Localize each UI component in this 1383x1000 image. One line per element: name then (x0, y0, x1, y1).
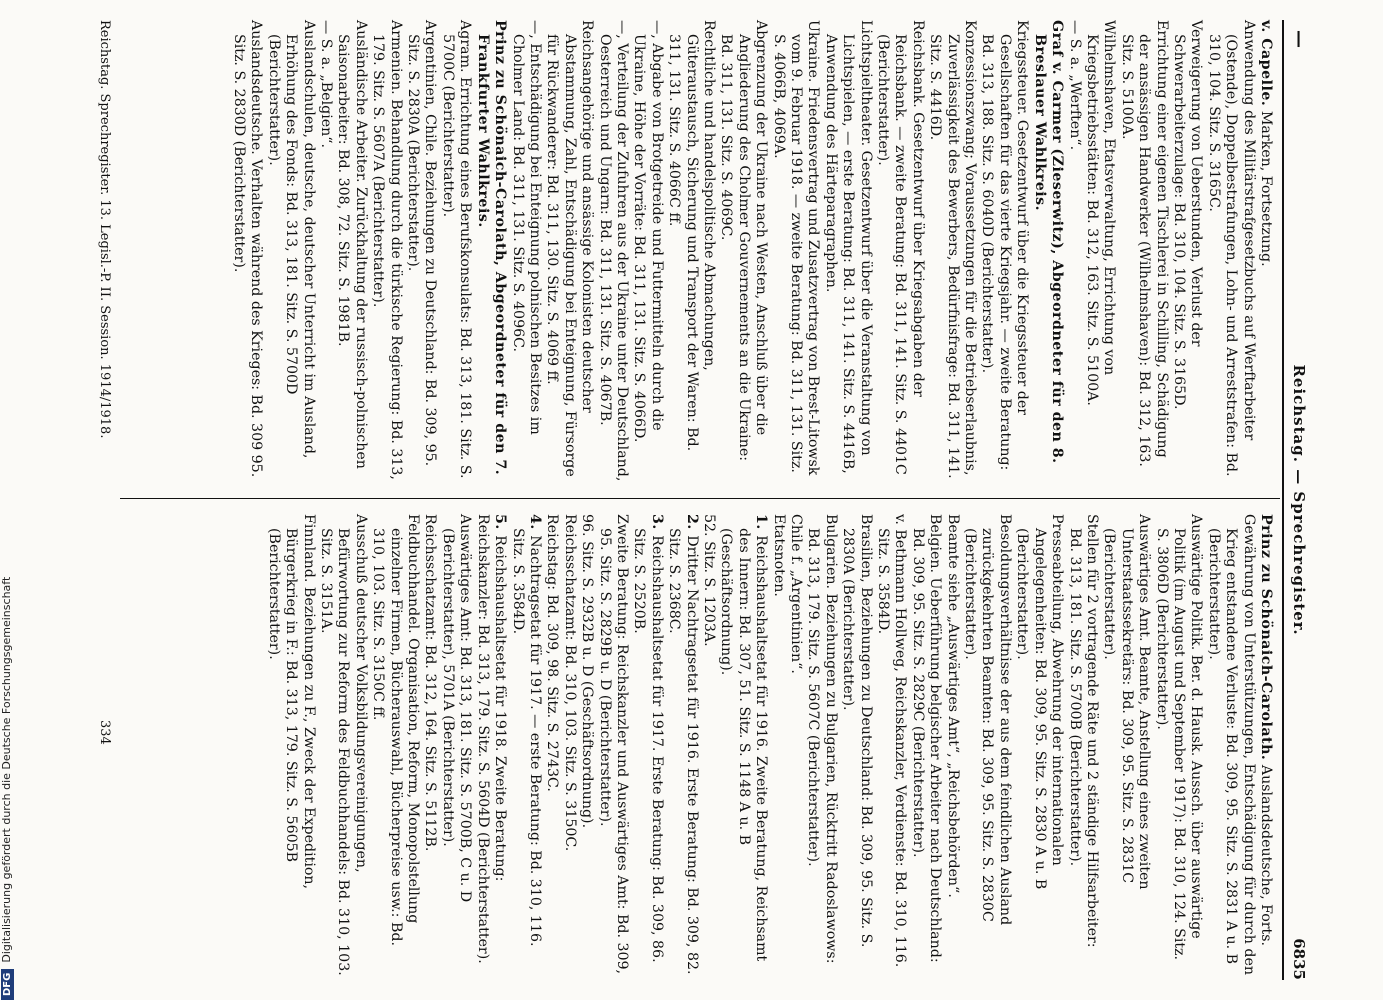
register-entry (700, 514, 717, 976)
register-entry (491, 514, 508, 976)
register-entry (630, 20, 665, 482)
register-entry (1204, 20, 1256, 482)
entry-number: 1. (753, 514, 770, 536)
entry-text: —, Entschädigung bei Enteignung polnischen Besitzes im Cholmer Land: Bd. 311, 131. Sitz. S. 4096C. (509, 20, 543, 435)
register-entry (334, 20, 369, 482)
entry-text: Reichsschatzamt: Bd. 310, 103. Sitz. S. 3150C. (561, 514, 578, 852)
entry-text: Errichtung einer eigenen Tischlerei in Schilling, Schädigung der ansässigen Handwerker (Wilhelmshaven): Bd. 312, 163. Sitz. S. 5100A. (1118, 20, 1170, 467)
entry-text: Stellen für 2 vortragende Räte und 2 ständige Hilfsarbeiter: Bd. 313, 181. Sitz. S. 5700B (Berichterstatter). (1066, 514, 1100, 948)
entry-text: Reichshaushaltsetat für 1916. Zweite Beratung, Reichsamt des Innern: Bd. 307, 51. Sitz. S. 1148 A u. B (Geschäftsordnung). (718, 528, 770, 962)
entry-text: Konzessionszwang; Voraussetzungen für die Betriebserlaubnis, Zuverlässigkeit des Bewerbers, Bedürfnisfrage: Bd. 311, 141. Sitz. S. 4416D. (927, 20, 979, 479)
register-entry (769, 514, 786, 976)
register-entry (926, 20, 978, 482)
register-entry (473, 514, 490, 976)
entry-text: — S. a. „Werften“. (1066, 20, 1083, 151)
entry-number: 3. (648, 514, 665, 536)
entry-text: Besoldungsverhältnisse der aus dem feindlichen Ausland zurückgekehrten Beamten: Bd. 309, 95. Sitz. S. 2830C (Berichterstatter). (962, 514, 1013, 926)
register-entry (439, 20, 474, 482)
entry-text: Ausschuß deutscher Volksbildungsvereinigungen, Befürwortung zur Reform des Feldbuchhandels: Bd. 310, 103. Sitz. S. 3151A. (318, 514, 369, 976)
register-entry (317, 20, 334, 482)
register-entry (874, 20, 926, 482)
footer-citation: Reichstag. Sprechregister. 13. Legisl.-P. II. Session. 1914/1918. (97, 20, 112, 439)
entry-text: Chile f. „Argentinien“. (788, 514, 805, 674)
register-entry (665, 514, 700, 976)
entry-text: Feldbuchhandel. Organisation, Reform, Monopolstellung einzelner Firmen, Bücherauswahl, Bücherpreise usw.: Bd. 310, 103. Sitz. S. 3150C ff. (370, 514, 422, 946)
register-entry (1030, 20, 1065, 482)
register-entry (595, 514, 630, 976)
entry-text: Lichtspieltheater. Gesetzentwurf über die Veranstaltung von Lichtspielen, — erste Beratung: Bd. 311, 141. Sitz. S. 4416B, Anwendung des Härteparagraphen. (822, 20, 874, 474)
register-entry (1152, 514, 1204, 976)
entry-text: Etatsnoten. (770, 514, 787, 597)
header-mark: — (1289, 30, 1310, 48)
register-entry (543, 20, 595, 482)
footer-page-number: 334 (97, 720, 112, 745)
register-entry (560, 514, 577, 976)
entry-text: 96. Sitz. S. 2932B u. D (Geschäftsordnung). (579, 514, 596, 829)
entry-text: Marken, Fortsetzung. (1258, 110, 1274, 267)
register-entry (264, 20, 316, 482)
register-entry (595, 20, 630, 482)
register-entry (1257, 20, 1274, 482)
entry-heading: Prinz zu Schönaich-Carolath, Abgeordneter für den 7. Frankfurter Wahlkreis. (474, 20, 509, 476)
entry-text: Auswärtiges Amt. Beamte, Anstellung eines zweiten Unterstaatssekretärs: Bd. 309, 95. Sitz. S. 2831C (Berichterstatter). (1101, 514, 1153, 890)
register-entry (908, 514, 943, 976)
left-column (230, 20, 1274, 482)
register-entry (1100, 514, 1152, 976)
entry-number: 2. (683, 514, 700, 536)
entry-text: Reichstag: Bd. 309, 98. Sitz. S. 2743C. (544, 514, 561, 792)
entry-text: Argentinien, Chile. Beziehungen zu Deutschland: Bd. 309, 95. Sitz. S. 2830A (Berichterstatter). (405, 20, 439, 467)
register-entry (1204, 514, 1256, 976)
entry-text: Zweite Beratung: Reichskanzler und Auswärtiges Amt: Bd. 309, 95. Sitz. S. 2829B u. D (Berichterstatter). (596, 514, 630, 975)
entry-text: Nachtragsetat für 1917. — erste Beratung: Bd. 310, 116. Sitz. S. 3584D. (509, 528, 543, 947)
register-entry (369, 514, 421, 976)
entry-text: Wilhelmshaven, Etatsverwaltung, Errichtung von Kriegsbetriebsstätten: Bd. 312, 163. Sitz. S. 5100A. (1083, 20, 1118, 406)
entry-text: Brasilien, Beziehungen zu Deutschland: Bd. 309, 95. Sitz. S. 2830A (Berichterstatter). (840, 514, 874, 948)
register-entry (874, 514, 909, 976)
register-entry (230, 20, 265, 482)
register-entry (404, 20, 439, 482)
register-entry (717, 514, 769, 976)
entry-text: Rechtliche und handelspolitische Abmachungen, Güteraustausch, Sicherung und Transport der Waren: Bd. 311, 131. Sitz. S. 4066C ff. (666, 20, 717, 452)
entry-text: Agram. Errichtung eines Berufskonsulats: Bd. 313, 181. Sitz. S. 5700C (Berichterstatter). (439, 20, 474, 479)
right-column (264, 514, 1274, 976)
entry-text: Dritter Nachtragsetat für 1916. Erste Beratung: Bd. 309, 82. Sitz. S. 2368C. (666, 528, 700, 975)
entry-text: Reichshaushaltsetat für 1918. Zweite Beratung: (492, 535, 509, 882)
register-entry (508, 514, 543, 976)
register-entry (1013, 514, 1065, 976)
register-entry (543, 514, 560, 976)
register-entry (839, 514, 874, 976)
dfg-logo: DFG (1, 969, 14, 1000)
entry-text: Reichshaushaltsetat für 1917. Erste Beratung: Bd. 309, 86. Sitz. S. 2520B. (631, 528, 665, 963)
entry-text: —, Verteilung der Zufuhren aus der Ukraine unter Deutschland, Oesterreich und Ungarn: Bd. 311, 131. Sitz. S. 4067B. (596, 20, 630, 482)
rotated-page-content (60, 20, 1310, 980)
credit-text: Digitalisierung gefördert durch die Deutsche Forschungsgemeinschaft (0, 576, 13, 963)
register-entry (821, 20, 873, 482)
register-entry (508, 20, 543, 482)
register-entry (961, 514, 1013, 976)
entry-text: Reichsbank. Gesetzentwurf über Kriegsabgaben der Reichsbank. — zweite Beratung: Bd. 311, 141. Sitz. S. 4401C (Berichterstatter). (875, 20, 926, 475)
entry-number: 5. (492, 514, 509, 536)
register-entry (665, 20, 717, 482)
entry-text: Auswärtiges Amt: Bd. 313, 181. Sitz. S. 5700B, C u. D (Berichterstatter), 5701A (Berichterstatter). (439, 514, 474, 903)
entry-text: Bulgarien. Beziehungen zu Bulgarien, Rücktritt Radoslawows: Bd. 313, 179. Sitz. S. 5607C (Berichterstatter). (805, 514, 839, 964)
entry-text: Gewährung von Unterstützungen, Entschädigung für durch den Krieg entstandene Verluste: Bd. 309, 95. Sitz. S. 2831 A u. B (Berichterstatter). (1205, 514, 1257, 975)
header-rule (1282, 20, 1284, 980)
register-entry (317, 514, 369, 976)
entry-text: Auslandsdeutsche. Verhalten während des Krieges: Bd. 309 95. Sitz. S. 2830D (Berichterstatter). (231, 20, 265, 478)
entry-text: Verweigerung von Ueberstunden, Verlust der Schwerarbeiterzulage: Bd. 310, 104. Sitz. S. 3165D. (1170, 20, 1205, 410)
entry-text: Ukraine. Friedensvertrag und Zusatzvertrag von Brest-Litowsk vom 9. Februar 1918. — zweite Beratung: Bd. 311, 131. Sitz. S. 4066B, 4069A. (770, 20, 822, 476)
entry-text: Auslandschulen, deutsche, deutscher Unterricht im Ausland, Erhöhung des Fonds: Bd. 313, 181. Sitz. S. 5700D (Berichterstatter). (265, 20, 317, 459)
entry-text: Ausländische Arbeiter. Zurückhaltung der russisch-polnischen Saisonarbeiter: Bd. 308, 72. Sitz. S. 1981B. (335, 20, 369, 469)
register-entry (1257, 514, 1274, 976)
register-entry (421, 514, 438, 976)
entry-text: Abgrenzung der Ukraine nach Westen, Anschluß über die Angliederung des Cholmer Gouvernements an die Ukraine: Bd. 311, 131. Sitz. S. 4069C. (718, 20, 770, 462)
register-entry (1065, 20, 1082, 482)
register-entry (804, 514, 839, 976)
entry-text: Reichsangehörige und ansässige Kolonisten deutscher Abstammung, Zahl, Entschädigung bei Enteignung, Fürsorge für Rückwanderer: Bd. 311, 130. Sitz. S. 4069 ff. (544, 20, 596, 477)
register-entry (717, 20, 769, 482)
register-entry (439, 514, 474, 976)
register-entry (1170, 20, 1205, 482)
register-entry (369, 20, 404, 482)
entry-text: Reichskanzler: Bd. 313, 179. Sitz. S. 5604D (Berichterstatter). (474, 514, 491, 964)
entry-text: 52. Sitz. S. 1203A. (701, 514, 717, 647)
entry-heading: Prinz zu Schönaich-Carolath. (1258, 514, 1274, 761)
entry-number: 4. (526, 514, 543, 536)
register-entry (264, 514, 316, 976)
entry-text: — S. a. „Belgien“. (318, 20, 335, 149)
register-entry (787, 514, 804, 976)
entry-heading: v. Capelle. (1258, 20, 1274, 107)
entry-heading: Graf v. Carmer (Zieserwitz), Abgeordneter für den 8. Breslauer Wahlkreis. (1031, 20, 1066, 464)
register-entry (1117, 20, 1169, 482)
entry-text: Presseabteilung, Abwehrung der internationalen Angelegenheiten: Bd. 309, 95. Sitz. S. 2830 A u. B (Berichterstatter). (1014, 514, 1066, 890)
entry-text: Belgien. Ueberführung belgischer Arbeiter nach Deutschland: Bd. 309, 95. Sitz. S. 2829C (Berichterstatter). (909, 514, 944, 963)
entry-text: Reichsschatzamt: Bd. 312, 164. Sitz. S. 5112B. (422, 514, 439, 852)
register-entry (1083, 20, 1118, 482)
entry-text: v. Bethmann Hollweg, Reichskanzler, Verdienste: Bd. 310, 116. Sitz. S. 3584D. (875, 514, 909, 968)
entry-text: Kriegssteuer. Gesetzentwurf über die Kriegssteuer der Gesellschaften für das vierte Kriegsjahr. — zweite Beratung: Bd. 313, 188. Sitz. S. 6040D (Berichterstatter). (979, 20, 1031, 471)
entry-text: Auswärtige Politik. Ber. d. Hausk. Aussch. über auswärtige Politik (im August und September 1917): Bd. 310, 124. Sitz. S. 3806D (Berichterstatter). (1153, 514, 1205, 961)
entry-text: Beamte siehe „Auswärtiges Amt“, „Reichsbehörden“. (944, 514, 961, 898)
register-entry (769, 20, 821, 482)
register-entry (473, 20, 508, 482)
column-divider (120, 498, 1280, 499)
entry-text: Finnland. Beziehungen zu F., Zweck der Expedition, Bürgerkrieg in F.: Bd. 313, 179. Sitz. S. 5605B (Berichterstatter). (265, 514, 317, 890)
entry-text: Armenien. Behandlung durch die türkische Regierung: Bd. 313, 179. Sitz. S. 5607A (Berichterstatter). (370, 20, 404, 480)
register-entry (978, 20, 1030, 482)
header-page-number: 6835 (1290, 938, 1308, 980)
entry-text: —, Abgabe von Brotgetreide und Futtermitteln durch die Ukraine, Höhe der Vorräte: Bd. 311, 131. Sitz. S. 4066D. (631, 20, 665, 443)
running-header (1282, 20, 1310, 980)
funding-credit (0, 0, 18, 1000)
register-entry (630, 514, 665, 976)
register-entry (578, 514, 595, 976)
entry-text: Anwendung des Militärstrafgesetzbuchs auf Werftarbeiter (Ostende), Doppelbestrafungen, Lohn- und Arreststrafen: Bd. 310, 104. Sitz. S. 3165C. (1205, 20, 1257, 477)
header-title: Reichstag. — Sprechregister. (1290, 364, 1308, 636)
register-entry (1065, 514, 1100, 976)
register-entry (943, 514, 960, 976)
entry-text: Auslandsdeutsche, Forts. (1258, 764, 1274, 947)
